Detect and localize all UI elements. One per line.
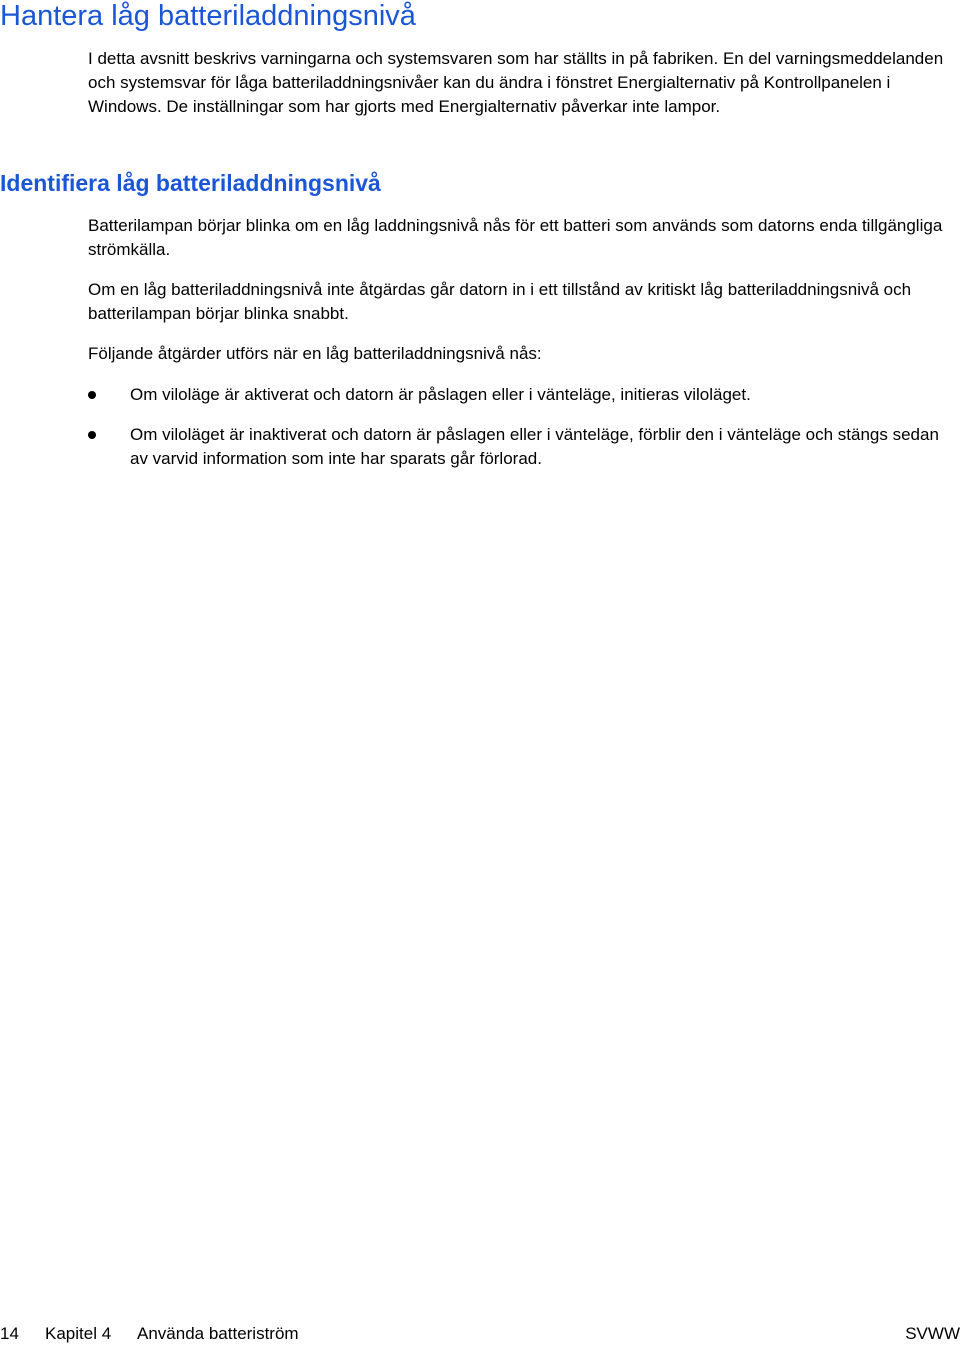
bullet-icon [88, 431, 96, 439]
footer-code: SVWW [905, 1324, 960, 1343]
footer-chapter: Kapitel 4 [45, 1324, 112, 1343]
intro-paragraph: I detta avsnitt beskrivs varningarna och systemsvaren som har ställts in på fabriken. En del varningsmeddelanden och systemsvar för låga batteriladdningsnivåer kan du ändra i fönstret Energialternativ på Kontrollpanelen i Windows. De inställningar som har gjorts med Energialternativ påverkar inte lampor. [88, 49, 944, 116]
section-paragraph-2: Om en låg batteriladdningsnivå inte åtgärdas går datorn in i ett tillstånd av kritiskt låg batteriladdningsnivå och batterilampan börjar blinka snabbt. [88, 280, 912, 323]
list-item-text: Om viloläge är aktiverat och datorn är påslagen eller i vänteläge, initieras viloläget. [130, 385, 751, 404]
section-heading: Identifiera låg batteriladdningsnivå [0, 170, 381, 196]
list-item-text: Om viloläget är inaktiverat och datorn är påslagen eller i vänteläge, förblir den i vänteläge och stängs sedan av varvid information som inte har sparats går förlorad. [130, 425, 939, 468]
bullet-icon [88, 391, 96, 399]
footer-chapter-title: Använda batteriström [137, 1324, 299, 1343]
section-paragraph-1: Batterilampan börjar blinka om en låg laddningsnivå nås för ett batteri som används som datorns enda tillgängliga strömkälla. [88, 216, 943, 259]
section-paragraph-3: Följande åtgärder utförs när en låg batteriladdningsnivå nås: [88, 344, 542, 363]
footer-page-number: 14 [0, 1324, 19, 1343]
page-heading: Hantera låg batteriladdningsnivå [0, 0, 416, 32]
